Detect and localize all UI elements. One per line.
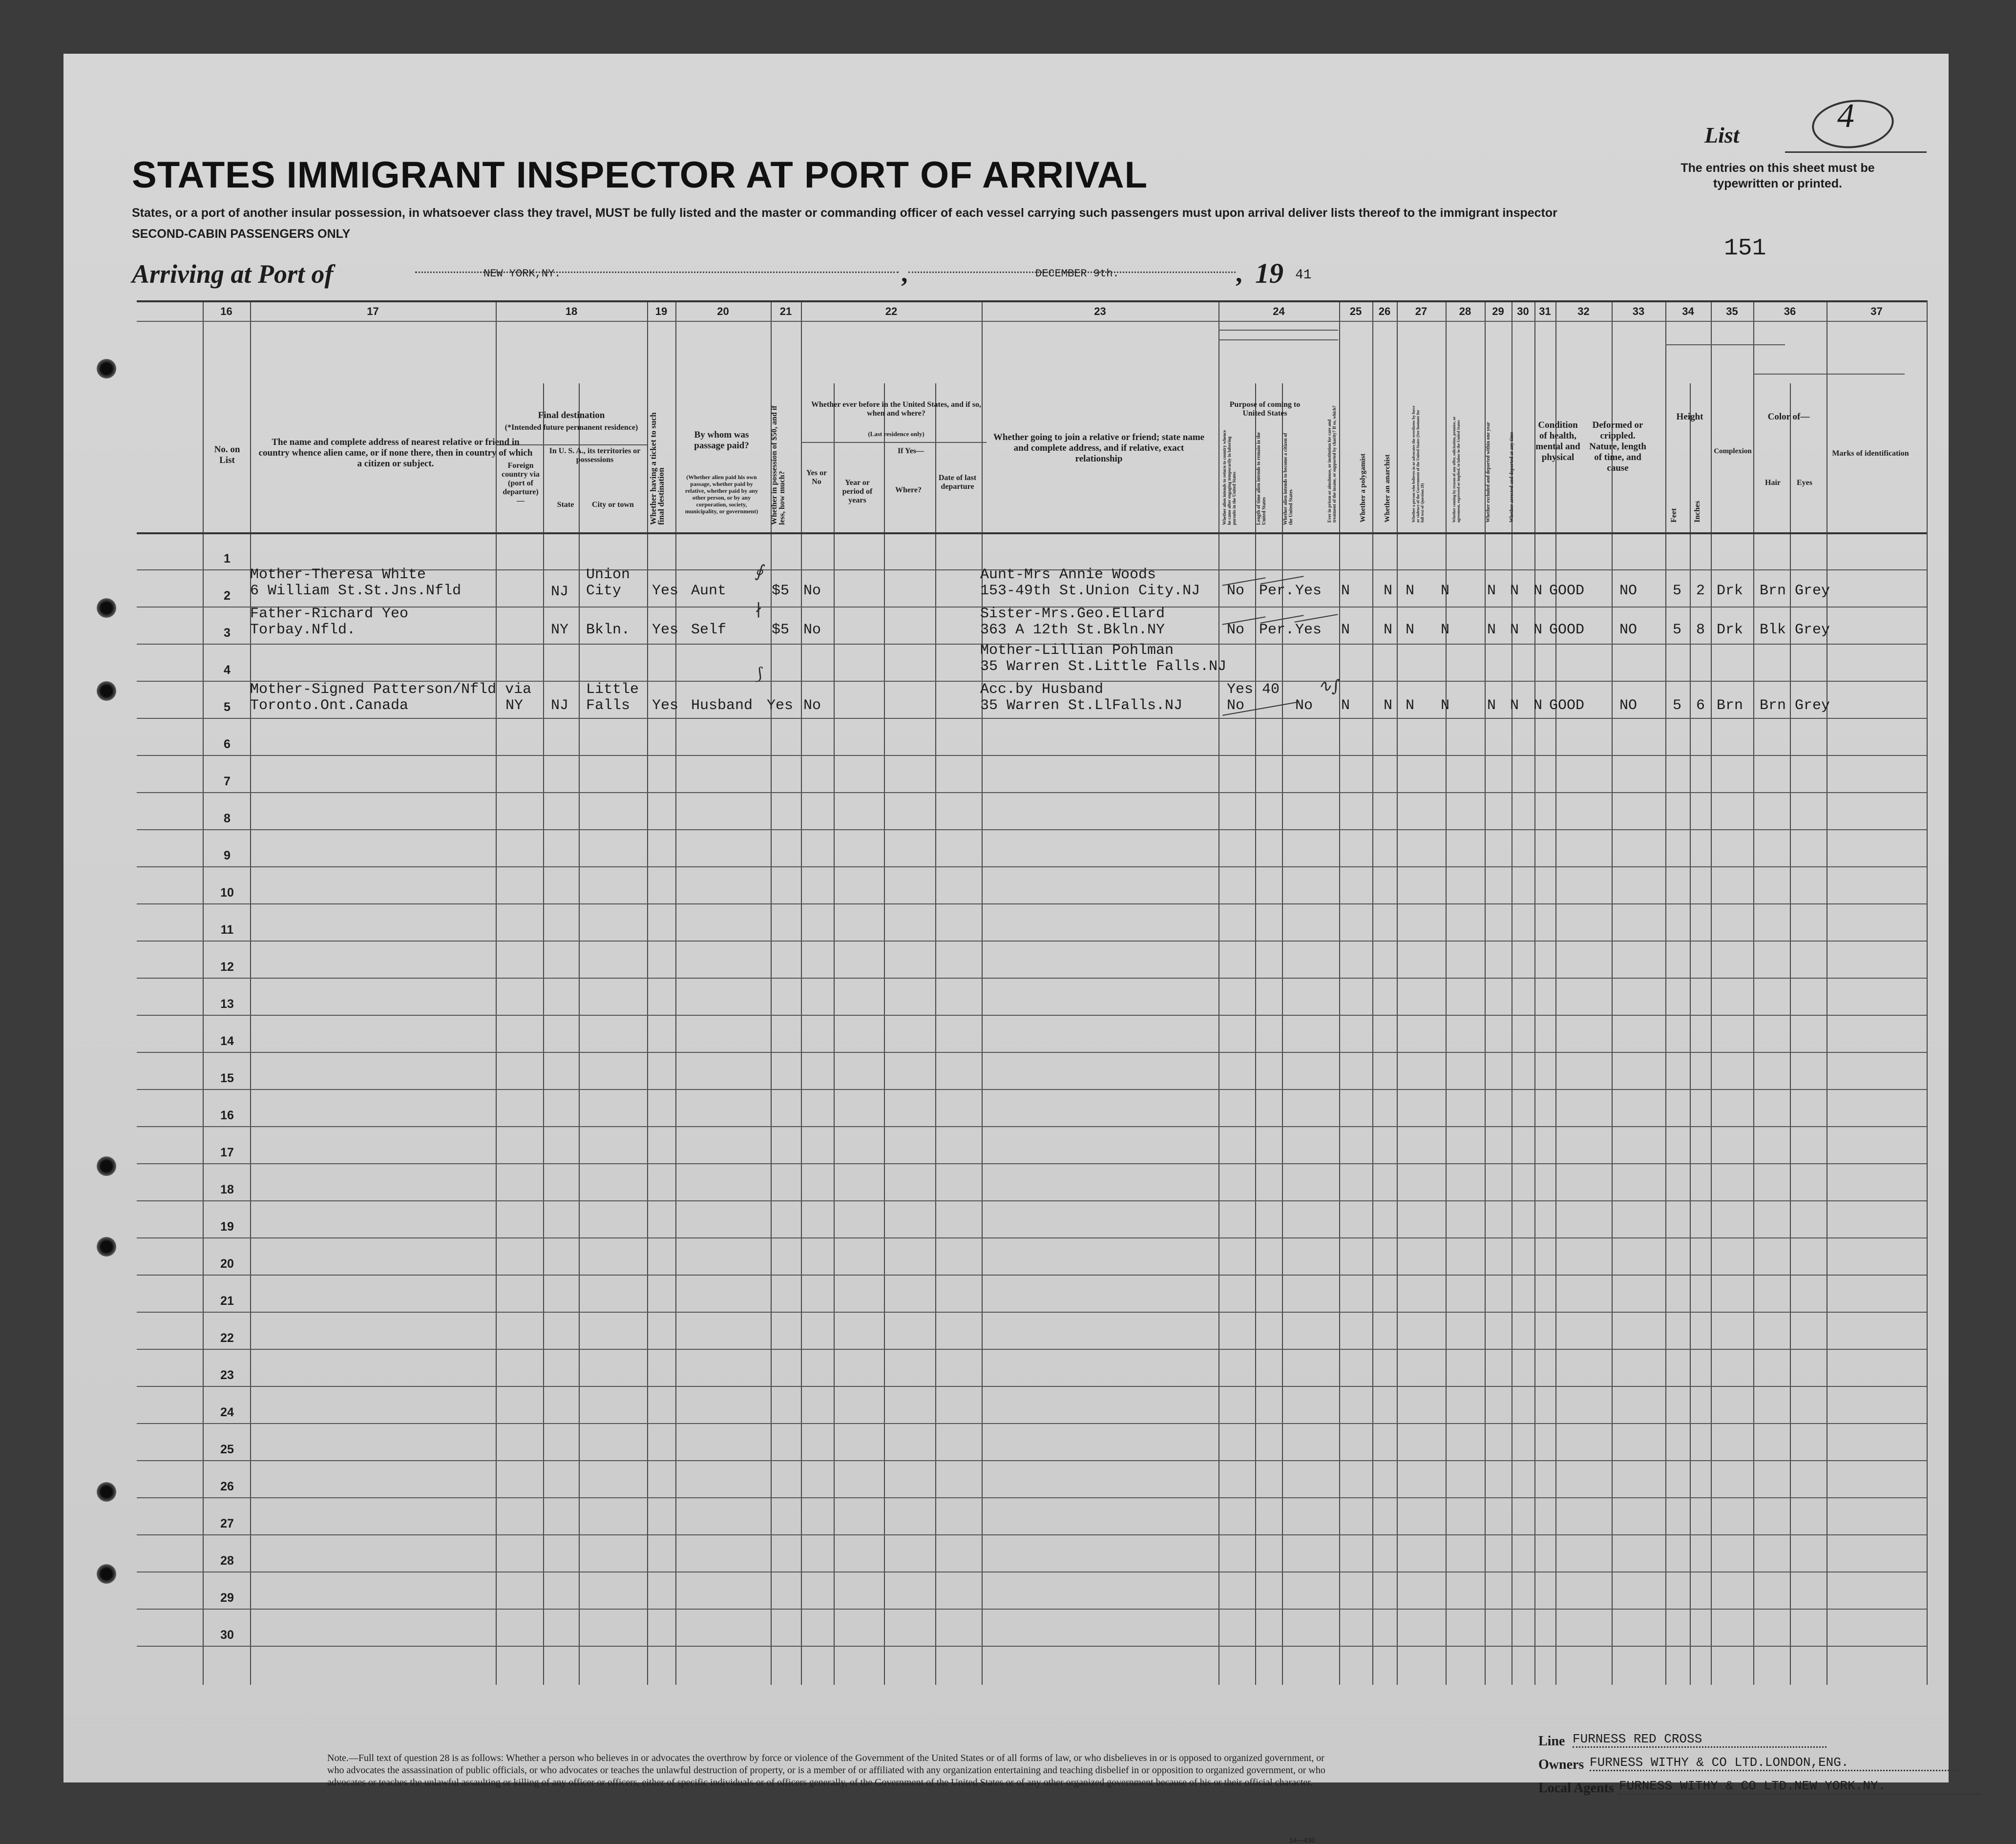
row1-anarchist: N: [1406, 583, 1415, 599]
row4-before-us: No: [803, 697, 821, 714]
row-rule: [137, 829, 1927, 830]
row4-contract: N: [1487, 697, 1496, 714]
row1-health: GOOD: [1549, 583, 1585, 599]
row1-paid-by: Aunt: [691, 583, 727, 599]
row2-paid-by: Self: [691, 622, 727, 638]
row-number: 16: [220, 1109, 234, 1122]
header-purpose-length: Length of time alien intends to remain in the United States: [1256, 432, 1267, 525]
header-passage-paid: By whom was passage paid?: [694, 430, 749, 451]
row2-feet: 5: [1673, 622, 1682, 638]
list-label: List: [1704, 123, 1740, 147]
header-purpose-return: Whether alien intends to return to country whence he came after engaging temporarily in laboring pursuits in the United States: [1222, 430, 1237, 525]
binder-hole: [97, 1237, 116, 1257]
header-q28: Whether a person who believes in or advocates the overthrow by force or violence of the Government of the United States (See footnote for full text of Question 28): [1411, 405, 1425, 523]
row-rule: [137, 792, 1927, 793]
row2-length: Per.: [1259, 622, 1295, 638]
row1-deformed: NO: [1619, 583, 1638, 599]
header-height: Height: [1676, 412, 1703, 422]
subcolumn-rule: [543, 383, 544, 1685]
row2-joining-line2: 363 A 12th St.Bkln.NY: [980, 622, 1165, 638]
header-foreign-country: Foreign country via (port of departure)—: [502, 461, 540, 505]
row-number: 28: [220, 1554, 234, 1568]
row4-deformed: NO: [1619, 697, 1638, 714]
row1-polygamist: N: [1384, 583, 1393, 599]
header-anarchist: Whether an anarchist: [1384, 454, 1391, 523]
owners-label: Owners: [1538, 1757, 1584, 1772]
row1-city-line2: City: [586, 583, 622, 599]
list-number: 4: [1837, 97, 1854, 135]
header-state: State: [557, 501, 574, 509]
entries-note: The entries on this sheet must be typewritten or printed.: [1680, 161, 1875, 190]
port-value: NEW YORK,NY.: [483, 268, 561, 280]
header-eyes: Eyes: [1797, 479, 1812, 487]
row-rule: [137, 1386, 1927, 1387]
listing-notice: States, or a port of another insular possession, in whatsoever class they travel, MUST be fully listed and the master or commanding officer of each vessel carrying such passengers must upon arrival deliver lists thereof to the immigrant inspector: [132, 206, 1557, 220]
row2-citizen: Yes: [1295, 622, 1322, 638]
header-purpose-citizen: Whether alien intends to become a citizen of the United States: [1283, 433, 1294, 525]
comma: ,: [901, 258, 908, 288]
line-label: Line: [1538, 1734, 1565, 1749]
binder-hole: [97, 1564, 116, 1584]
subcolumn-rule: [1690, 383, 1691, 1685]
subcolumn-rule: [834, 383, 835, 1685]
subcolumn-rule: [579, 383, 580, 1685]
line-value: FURNESS RED CROSS: [1573, 1732, 1827, 1748]
subcolumn-rule: [1282, 383, 1283, 1685]
header-sub-rule: [1218, 330, 1338, 331]
handwritten-scribble: ⟆: [756, 664, 763, 684]
row4-eyes: Grey: [1795, 697, 1830, 714]
row1-money: $5: [772, 583, 790, 599]
column-rule: [1218, 300, 1219, 1685]
passenger-class: SECOND-CABIN PASSENGERS ONLY: [132, 227, 351, 241]
manifest-sheet: [63, 54, 1949, 1844]
comma: ,: [1236, 258, 1242, 288]
column-rule: [1665, 300, 1666, 1685]
header-deported: Whether arrested and deported at any time: [1509, 432, 1514, 523]
header-final-destination-sub: (*Intended future permanent residence): [504, 423, 638, 432]
row2-anarchist: N: [1406, 622, 1415, 638]
row1-ticket: Yes: [652, 583, 679, 599]
row-rule: [137, 1052, 1927, 1053]
row1-contract: N: [1487, 583, 1496, 599]
header-yes-no: Yes or No: [806, 469, 827, 486]
year-suffix: 41: [1295, 268, 1312, 283]
handwritten-scribble: ∿∫: [1318, 676, 1341, 696]
row4-prison: N: [1341, 697, 1350, 714]
row-number: 12: [220, 960, 234, 974]
column-number: 20: [717, 305, 729, 317]
column-number: 31: [1539, 305, 1551, 317]
row1-deported: N: [1533, 583, 1543, 599]
row-number: 20: [220, 1257, 234, 1271]
row2-city: Bkln.: [586, 622, 630, 638]
row2-prison: N: [1341, 622, 1350, 638]
manifest-table: [137, 300, 1910, 1685]
row1-feet: 5: [1673, 583, 1682, 599]
row4-relative-line1: Mother-Signed Patterson/Nfld via: [250, 681, 532, 698]
agents-label: Local Agents: [1538, 1781, 1614, 1796]
row1-before-us: No: [803, 583, 821, 599]
column-number: 33: [1632, 305, 1645, 317]
subcolumn-rule: [935, 383, 936, 1685]
row4-joining-line2: 35 Warren St.LlFalls.NJ: [980, 697, 1183, 714]
column-number: 35: [1726, 305, 1738, 317]
header-identification-marks: Marks of identification: [1832, 449, 1909, 458]
table-top-rule: [137, 300, 1927, 302]
form-number: 14—430: [1289, 1836, 1315, 1844]
row4-length: Yes 40: [1227, 681, 1280, 698]
row-number: 19: [220, 1220, 234, 1234]
column-number: 26: [1378, 305, 1391, 317]
row-rule: [137, 1609, 1927, 1610]
column-number: 19: [655, 305, 668, 317]
row4-deported: N: [1533, 697, 1543, 714]
row-number: 11: [220, 923, 234, 937]
row4-ticket: Yes: [652, 697, 679, 714]
row1-length: Per.: [1259, 583, 1295, 599]
header-hair: Hair: [1765, 479, 1781, 487]
row1-excluded: N: [1510, 583, 1519, 599]
header-prison: Ever in prison or almshouse, or institution for care and treatment of the insane, or supported by charity? If so, which?: [1327, 405, 1337, 523]
column-number: 32: [1577, 305, 1590, 317]
row2-return: No: [1227, 622, 1245, 638]
row-rule: [137, 1349, 1927, 1350]
row-rule: [137, 1534, 1927, 1535]
header-city: City or town: [592, 501, 634, 509]
row-rule: [137, 1497, 1927, 1498]
row4-excluded: N: [1510, 697, 1519, 714]
row2-q28: N: [1441, 622, 1450, 638]
row4-foreign-country: NY: [505, 697, 524, 714]
column-rule: [1927, 300, 1928, 1685]
row4-polygamist: N: [1384, 697, 1393, 714]
column-rule: [496, 300, 497, 1685]
row4-relative-line2: Toronto.Ont.Canada: [250, 697, 409, 714]
column-number: 30: [1517, 305, 1529, 317]
row-rule: [137, 1646, 1927, 1647]
header-year: Year or period of years: [842, 479, 873, 504]
row-number: 25: [220, 1443, 234, 1456]
row-rule: [137, 1163, 1927, 1164]
header-in-usa: In U. S. A., its territories or possessions: [549, 447, 641, 464]
row-number: 24: [220, 1405, 234, 1419]
binder-hole: [97, 681, 116, 701]
row2-relative-line2: Torbay.Nfld.: [250, 622, 356, 638]
row-rule: [137, 1423, 1927, 1424]
header-bottom-rule: [137, 532, 1927, 534]
row-rule: [137, 1312, 1927, 1313]
column-rule: [1612, 300, 1613, 1685]
column-rule: [1711, 300, 1712, 1685]
column-number: 23: [1094, 305, 1106, 317]
row-number: 21: [220, 1294, 234, 1308]
row4-health: GOOD: [1549, 697, 1585, 714]
row2-polygamist: N: [1384, 622, 1393, 638]
header-deformed: Deformed or crippled. Nature, length of time, and cause: [1589, 420, 1646, 473]
row2-state: NY: [551, 622, 569, 638]
column-rule: [250, 300, 251, 1685]
header-joining: Whether going to join a relative or friend; state name and complete address, and if relative, exact relationship: [993, 432, 1205, 464]
header-before-us-sub: (Last residence only): [868, 430, 924, 438]
binder-hole: [97, 598, 116, 618]
row2-complexion: Drk: [1717, 622, 1743, 638]
row4-return: No: [1227, 697, 1245, 714]
row4-paid-by: Husband: [691, 697, 753, 714]
row-number: 26: [220, 1480, 234, 1493]
column-rule: [1446, 300, 1447, 1685]
column-number: 21: [779, 305, 792, 317]
list-underline: [1785, 151, 1927, 153]
column-number: 22: [885, 305, 898, 317]
question-28-note: Note.—Full text of question 28 is as follows: Whether a person who believes in or advocates the overthrow by force or violence of the Government of the United States or of all forms of law, or who disbelieves in or is opposed to organized government, or who advocates the assassination of public officials, or who advocates or teaches the unlawful destruction of property, or is a member of or affiliated with any organization entertaining and teaching disbelief in or opposition to organized government, or who advocates or teaches the unlawful assaulting or killing of any officer or officers, either of specific individuals or of officers generally, of the Government of the United States or of any other organized government because of his or their official character.: [327, 1753, 1325, 1788]
row2-deported: N: [1533, 622, 1543, 638]
column-number: 37: [1870, 305, 1883, 317]
agents-value: FURNESS WITHY & CO LTD.NEW YORK.NY.: [1619, 1779, 1980, 1795]
row-rule: [137, 866, 1927, 867]
arriving-label: Arriving at Port of: [132, 259, 334, 289]
column-number: 17: [367, 305, 379, 317]
sheet-number: 151: [1724, 235, 1766, 262]
row2-before-us: No: [803, 622, 821, 638]
row-rule: [137, 1126, 1927, 1127]
binder-hole: [97, 1156, 116, 1176]
row-rule: [137, 1089, 1927, 1090]
handwritten-scribble: ∮: [755, 562, 763, 581]
row1-relative-line2: 6 William St.St.Jns.Nfld: [250, 583, 462, 599]
row4-hair: Brn: [1760, 697, 1786, 714]
column-number: 36: [1784, 305, 1796, 317]
row2-relative-line1: Father-Richard Yeo: [250, 606, 409, 622]
column-rule: [801, 300, 802, 1685]
header-before-us: Whether ever before in the United States, and if so, when and where?: [811, 400, 981, 418]
row-rule: [137, 941, 1927, 942]
header-color-of: Color of—: [1767, 412, 1810, 422]
row2-ticket: Yes: [652, 622, 679, 638]
row4-city-line2: Falls: [586, 697, 630, 714]
row4-feet: 5: [1673, 697, 1682, 714]
row-number: 15: [220, 1071, 234, 1085]
binder-hole: [97, 359, 116, 378]
row-rule: [137, 1237, 1927, 1238]
row-rule: [137, 978, 1927, 979]
row1-q28: N: [1441, 583, 1450, 599]
row-rule: [137, 718, 1927, 719]
header-ticket: Whether having a ticket to such final destination: [649, 412, 666, 525]
row1-prison: N: [1341, 583, 1350, 599]
column-number: 34: [1682, 305, 1694, 317]
subcolumn-rule: [884, 383, 885, 1685]
footer: [127, 1724, 2012, 1844]
row-rule: [137, 1015, 1927, 1016]
header-if-yes: If Yes—: [897, 447, 924, 455]
row2-deformed: NO: [1619, 622, 1638, 638]
column-number-rule: [137, 321, 1927, 322]
row-rule: [137, 1275, 1927, 1276]
row1-return: No: [1227, 583, 1245, 599]
row4-anarchist: N: [1406, 697, 1415, 714]
column-rule: [203, 300, 204, 1685]
row4-inches: 6: [1696, 697, 1705, 714]
row2-contract: N: [1487, 622, 1496, 638]
row2-health: GOOD: [1549, 622, 1585, 638]
row1-hair: Brn: [1760, 583, 1786, 599]
header-excluded: Whether excluded and deported within one year: [1486, 422, 1491, 523]
column-number: 27: [1415, 305, 1428, 317]
column-rule: [1753, 300, 1754, 1685]
column-number: 24: [1273, 305, 1285, 317]
header-final-destination: Final destination: [538, 410, 605, 420]
row1-inches: 2: [1696, 583, 1705, 599]
header-polygamist: Whether a polygamist: [1359, 453, 1367, 523]
row1-citizen: Yes: [1295, 583, 1322, 599]
row1-city-line1: Union: [586, 566, 630, 583]
row4-city-line1: Little: [586, 681, 639, 698]
column-number: 29: [1492, 305, 1504, 317]
column-number: 25: [1349, 305, 1362, 317]
row3-joining-line2: 35 Warren St.Little Falls.NJ: [980, 658, 1227, 675]
header-complexion: Complexion: [1714, 447, 1752, 455]
handwritten-scribble: ∤: [755, 601, 763, 620]
row-number: 23: [220, 1368, 234, 1382]
row-number: 8: [224, 812, 231, 825]
row-number: 7: [224, 775, 231, 788]
row-number: 27: [220, 1517, 234, 1530]
column-rule: [982, 300, 983, 1685]
row-number: 1: [224, 552, 231, 566]
row-number: 30: [220, 1628, 234, 1642]
header-last-departure: Date of last departure: [938, 474, 977, 491]
subcolumn-rule: [1790, 383, 1791, 1685]
column-number: 18: [565, 305, 578, 317]
row2-excluded: N: [1510, 622, 1519, 638]
header-sub-rule: [1753, 374, 1905, 375]
row-number: 18: [220, 1183, 234, 1196]
row1-complexion: Drk: [1717, 583, 1743, 599]
column-rule: [1372, 300, 1373, 1685]
header-contract-labor: Whether coming by reason of any offer, solicitation, promise, or agreement, expressed or implied, to labor in the United States: [1452, 417, 1461, 523]
row-number: 6: [224, 737, 231, 751]
row4-joining-line1: Acc.by Husband: [980, 681, 1104, 698]
row-rule: [137, 755, 1927, 756]
row4-money: Yes: [767, 697, 794, 714]
row2-joining-line1: Sister-Mrs.Geo.Ellard: [980, 606, 1165, 622]
header-passage-paid-note: (Whether alien paid his own passage, whether paid by relative, whether paid by any other person, or by any corporation, society, municipality, or government): [685, 474, 758, 515]
row-number: 17: [220, 1146, 234, 1159]
header-where: Where?: [895, 486, 922, 494]
page-title: STATES IMMIGRANT INSPECTOR AT PORT OF ARRIVAL: [132, 154, 1148, 196]
row-rule: [137, 1200, 1927, 1201]
row1-joining-line1: Aunt-Mrs Annie Woods: [980, 566, 1156, 583]
header-nearest-relative: The name and complete address of nearest relative or friend in country whence alien came, or if none there, then in country of which a citizen or subject.: [258, 437, 533, 469]
row-number: 3: [224, 626, 231, 640]
row4-complexion: Brn: [1717, 697, 1743, 714]
header-inches: Inches: [1693, 501, 1701, 523]
row4-q28: N: [1441, 697, 1450, 714]
row-number: 22: [220, 1331, 234, 1345]
row-number: 29: [220, 1591, 234, 1605]
row-rule: [137, 1460, 1927, 1461]
column-number: 28: [1459, 305, 1471, 317]
row4-state: NJ: [551, 697, 569, 714]
row-number: 5: [224, 700, 231, 714]
row-number: 13: [220, 997, 234, 1011]
date-value: DECEMBER 9th.: [1035, 268, 1119, 280]
row-number: 4: [224, 663, 231, 677]
binder-hole: [97, 1482, 116, 1502]
row1-relative-line1: Mother-Theresa White: [250, 566, 426, 583]
column-number: 16: [220, 305, 232, 317]
column-rule: [1397, 300, 1398, 1685]
header-no-on-list: No. on List: [214, 444, 240, 465]
row2-hair: Blk: [1760, 622, 1786, 638]
year-prefix: 19: [1255, 257, 1283, 289]
row1-state: NJ: [551, 584, 569, 600]
row2-eyes: Grey: [1795, 622, 1830, 638]
owners-value: FURNESS WITHY & CO LTD.LONDON,ENG.: [1590, 1755, 1961, 1771]
header-purpose: Purpose of coming to United States: [1229, 400, 1301, 418]
column-rule: [647, 300, 648, 1685]
row-number: 2: [224, 589, 231, 603]
column-rule: [1339, 300, 1340, 1685]
row1-joining-line2: 153-49th St.Union City.NJ: [980, 583, 1200, 599]
row-number: 14: [220, 1034, 234, 1048]
row2-money: $5: [772, 622, 790, 638]
column-rule: [675, 300, 676, 1685]
row2-inches: 8: [1696, 622, 1705, 638]
header-sub-rule: [1665, 344, 1785, 345]
header-feet: Feet: [1670, 508, 1678, 523]
header-health: Condition of health, mental and physical: [1535, 420, 1580, 462]
row3-joining-line1: Mother-Lillian Pohlman: [980, 642, 1174, 659]
column-rule: [1534, 300, 1535, 1685]
row4-citizen: No: [1295, 697, 1313, 714]
column-rule: [1555, 300, 1556, 1685]
header-sub-rule: [1218, 339, 1338, 340]
row-number: 10: [220, 886, 234, 900]
header-sub-rule: [834, 442, 987, 443]
row1-eyes: Grey: [1795, 583, 1830, 599]
row-number: 9: [224, 849, 231, 862]
header-money: Whether in possession of $50, and if less, how much?: [770, 405, 786, 525]
row-rule: [137, 903, 1927, 904]
